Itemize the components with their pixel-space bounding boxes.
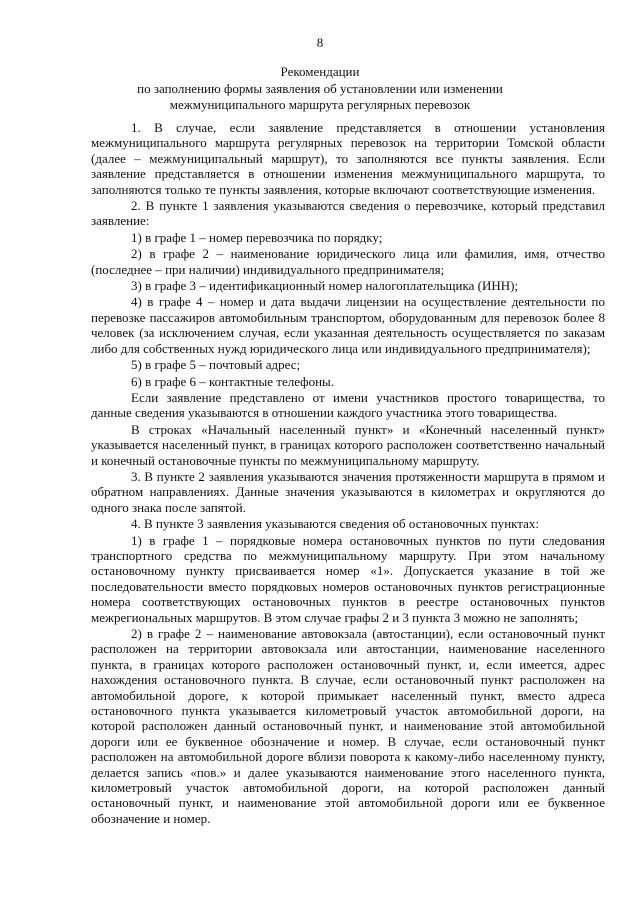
paragraph: 2. В пункте 1 заявления указываются сведения о перевозчике, который представил заявление: (91, 198, 605, 229)
paragraph: 3. В пункте 2 заявления указываются значения протяженности маршрута в прямом и обратном направлениях. Данные значения указываются в километрах и округляются до одного знака после запятой. (91, 468, 605, 515)
page-number: 8 (316, 35, 324, 50)
paragraph: 1. В случае, если заявление представляется в отношении установления межмуниципального маршрута регулярных перевозок на территории Томской области (далее – межмуниципальный маршрут), то заполняются все пункты заявления. Если заявление представляется в отношении изменения межмуниципального маршрута, то заполняются только те пункты заявления, которые включают соответствующие изменения. (91, 120, 605, 197)
paragraph: 5) в графе 5 – почтовый адрес; (131, 357, 301, 373)
heading-line-3: межмуниципального маршрута регулярных перевозок (169, 97, 471, 112)
heading-line-2: по заполнению формы заявления об установлении или изменении (137, 80, 503, 96)
paragraph: 3) в графе 3 – идентификационный номер налогоплательщика (ИНН); (131, 278, 519, 294)
document-body (91, 120, 605, 827)
paragraph: 4) в графе 4 – номер и дата выдачи лицензии на осуществление деятельности по перевозке пассажиров автомобильным транспортом, оборудованным для перевозок более 8 человек (за исключением случая, если указанная деятельность осуществляется по заказам либо для собственных нужд юридического лица или индивидуального предпринимателя); (91, 294, 605, 356)
paragraph: 1) в графе 1 – порядковые номера остановочных пунктов по пути следования транспортного средства по межмуниципальному маршруту. При этом начальному остановочному пункту присваивается номер «1». Допускается указание в той же последовательности вместо порядковых номеров остановочных пунктов регистрационные номера соответствующих остановочных пунктов в реестре остановочных пунктов межрегиональных маршрутов. В этом случае графы 2 и 3 пункта 3 можно не заполнять; (91, 532, 605, 625)
paragraph: В строках «Начальный населенный пункт» и «Конечный населенный пункт» указывается населенный пункт, в границах которого расположен соответственно начальный и конечный остановочные пункты по межмуниципальному маршруту. (91, 421, 605, 468)
paragraph: Если заявление представлено от имени участников простого товарищества, то данные сведения указываются в отношении каждого участника этого товарищества. (91, 389, 605, 421)
paragraph: 4. В пункте 3 заявления указываются сведения об остановочных пунктах: (131, 516, 540, 532)
paragraph: 1) в графе 1 – номер перевозчика по порядку; (131, 229, 383, 245)
paragraph: 6) в графе 6 – контактные телефоны. (131, 373, 335, 389)
paragraph: 2) в графе 2 – наименование автовокзала (автостанции), если остановочный пункт расположен на территории автовокзала или автостанции, наименование населенного пункта, в границах которого расположен остановочный пункт, и, если имеется, адрес нахождения остановочного пункта. В случае, если остановочный пункт расположен на автомобильной дороге, к которой примыкает населенный пункт, вместо адреса остановочного пункта указывается километровый участок автомобильной дороги, на которой расположен данный остановочный пункт, и наименование этой автомобильной дороги или ее буквенное обозначение и номер. В случае, если остановочный пункт расположен на автомобильной дороге вблизи поворота к какому-либо населенному пункту, делается запись «пов.» и далее указываются наименование этого населенного пункта, километровый участок автомобильной дороги, на которой расположен данный остановочный пункт, и наименование этой автомобильной дороги или ее буквенное обозначение и номер. (91, 626, 605, 826)
heading-title: Рекомендации (280, 64, 360, 79)
document-heading (0, 64, 640, 114)
paragraph: 2) в графе 2 – наименование юридического лица или фамилия, имя, отчество (последнее – при наличии) индивидуального предпринимателя; (91, 246, 605, 277)
